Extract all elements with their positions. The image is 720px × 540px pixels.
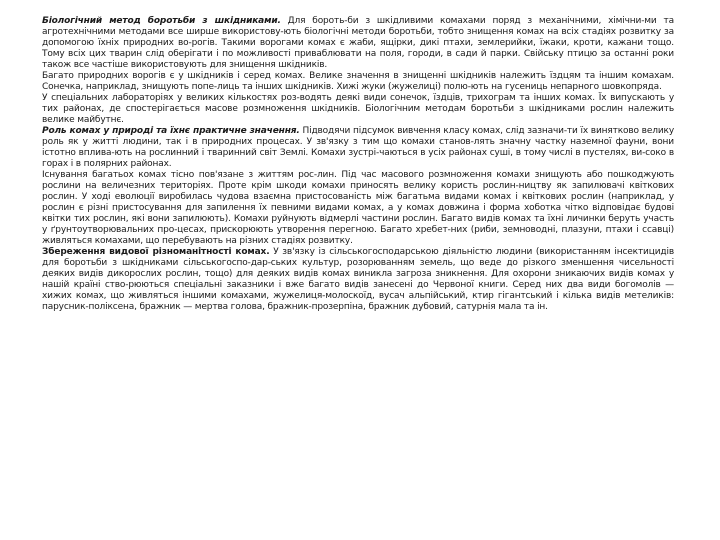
heading-biological-method: Біологічний метод боротьби з шкідниками.	[42, 16, 281, 26]
paragraph-text: У зв'язку із сільськогосподарською діяльністю людини (використанням інсектицидів для боротьби з шкідниками сільськогоспо-дар-ських культур, розорюванням земель, що веде до різкого зменшення чисельності деяких видів дикорослих рослин, тощо) для деяких видів комах виникла загроза зникнення. Для охорони зникаючих видів комах у нашій країні ство-рюються спеціальні заказники і вже багато видів занесені до Червоної книги. Серед них два види богомолів — хижих комах, що живляться іншими комахами, жужелиця-молоскоїд, вусач альпійський, ктир гігантський і кілька видів метеликів: парусник-поліксена, бражник — мертва голова, бражник-прозерпіна, бражник дубовий, сатурнія мала та ін.	[42, 247, 674, 312]
paragraph-natural-enemies	[42, 71, 674, 93]
paragraph-laboratories	[42, 93, 674, 126]
paragraph-text: Існування багатьох комах тісно пов'язане з життям рос-лин. Під час масового розмноження комахи знищують або пошкоджують рослини на величезних територіях. Проте крім шкоди комахи приносять велику користь рослин-ництву як запилювачі квіткових рослин. У ході еволюції виробилась чудова взаємна пристосованість між багатьма видами комах і квіткових рослин (наприклад, у рослин є різні пристосування для запилення їх певними видами комах, а у комах довжина і форма хоботка чітко відповідає будові квітки тих рослин, які вони запилюють). Комахи руйнують відмерлі частини рослин. Багато видів комах та їхні личинки беруть участь у ґрунтоутворювальних про-цесах, прискорюють утворення перегною. Багато хребет-них (риби, земноводні, плазуни, птахи і ссавці) живляться комахами, що перебувають на різних стадіях розвитку.	[42, 170, 674, 246]
paragraph-plants-and-insects	[42, 170, 674, 247]
heading-role-of-insects: Роль комах у природі та їхнє практичне значення.	[42, 126, 300, 136]
paragraph-biological-method	[42, 16, 674, 71]
paragraph-text: Багато природних ворогів є у шкідників і серед комах. Велике значення в знищенні шкідників належить їздцям та іншим комахам. Сонечка, наприклад, знищують попе-лиць та інших шкідників. Хижі жуки (жужелиці) полю-ють на гусениць непарного шовкопряда.	[42, 71, 674, 92]
paragraph-species-diversity	[42, 247, 674, 313]
paragraph-role-of-insects	[42, 126, 674, 170]
heading-species-diversity: Збереження видової різноманітності комах.	[42, 247, 270, 257]
paragraph-text: Для бороть-би з шкідливими комахами поряд з механічними, хімічни-ми та агротехнічними методами все ширше використову-ють біологічні методи боротьби, тобто знищення комах на всіх стадіях розвитку за допомогою їхніх природних во-рогів. Такими ворогами комах є жаби, ящірки, дикі птахи, землерийки, їжаки, кроти, кажани тощо. Тому всіх цих тварин слід оберігати і по можливості приваблювати на поля, городи, в сади й парки. Свійську птицю за останні роки також все частіше використовують для знищення шкідників.	[42, 16, 674, 70]
document-body	[42, 16, 674, 313]
paragraph-text: Підводячи підсумок вивчення класу комах, слід зазначи-ти їх винятково велику роль як у житті людини, так і в природних процесах. У зв'язку з тим що комахи станов-лять значну частку наземної фауни, вони істотно вплива-ють на рослинний і тваринний світ Землі. Комахи зустрі-чаються в усіх районах суші, в тому числі в пустелях, ви-соко в горах і в полярних районах.	[42, 126, 674, 169]
paragraph-text: У спеціальних лабораторіях у великих кількостях роз-водять деякі види сонечок, їздців, трихограм та інших комах. Їх випускають у тих районах, де спостерігається масове розмноження шкідників. Біологічним методам боротьби з шкідниками рослин належить велике майбутнє.	[42, 93, 674, 125]
